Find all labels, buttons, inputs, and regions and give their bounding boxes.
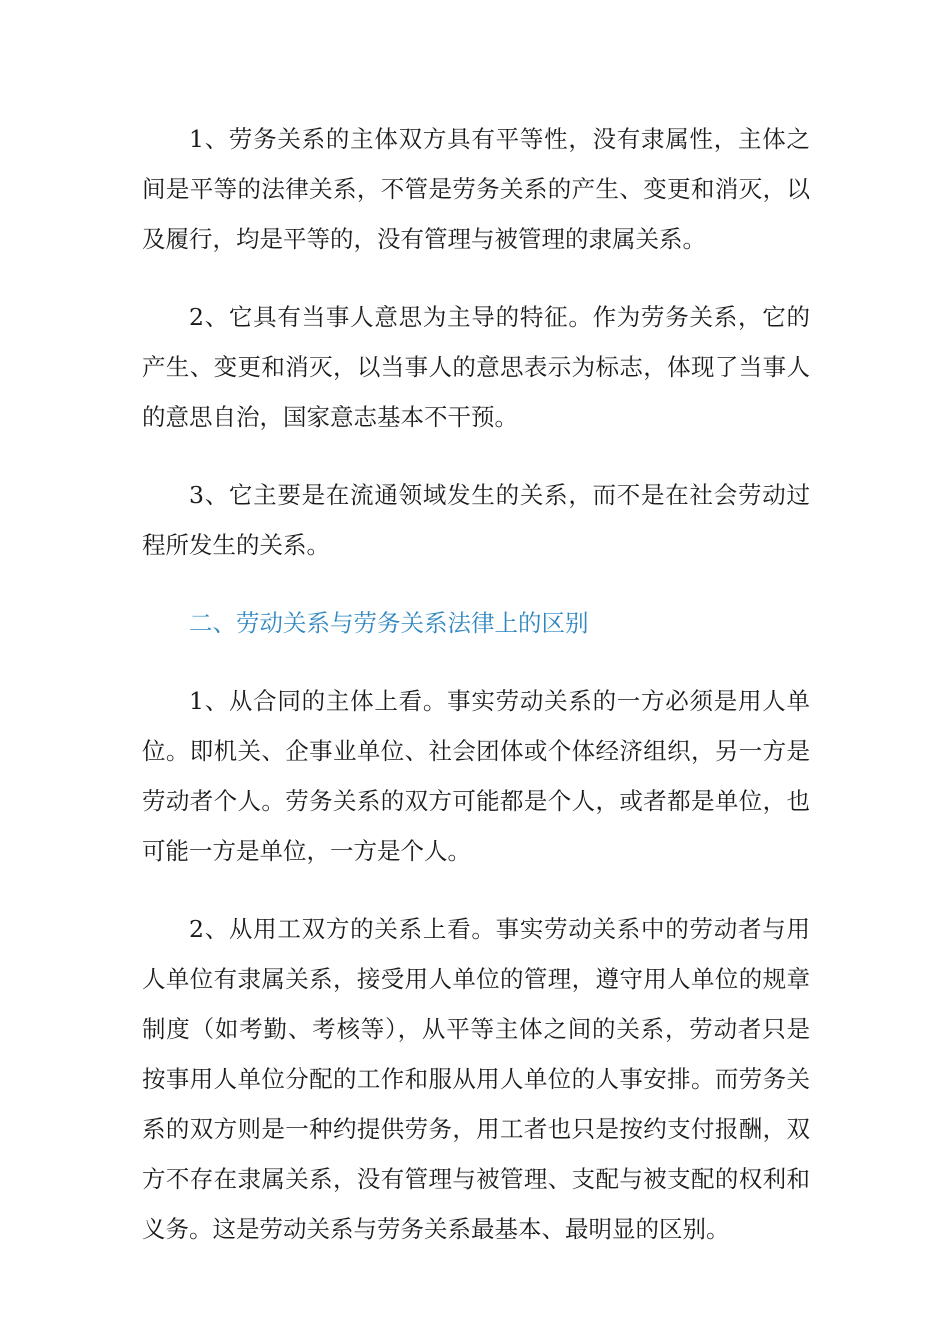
paragraph-gap: [142, 648, 810, 676]
document-body: [142, 114, 810, 1254]
paragraph-gap: [142, 442, 810, 470]
paragraph-gap: [142, 876, 810, 904]
paragraph-1: 1、劳务关系的主体双方具有平等性，没有隶属性，主体之间是平等的法律关系，不管是劳务关系的产生、变更和消灭，以及履行，均是平等的，没有管理与被管理的隶属关系。: [142, 125, 810, 253]
paragraph-4: 1、从合同的主体上看。事实劳动关系的一方必须是用人单位。即机关、企事业单位、社会团体或个体经济组织，另一方是劳动者个人。劳务关系的双方可能都是个人，或者都是单位，也可能一方是单位，一方是个人。: [142, 687, 810, 865]
paragraph-gap: [142, 570, 810, 598]
paragraph-5: 2、从用工双方的关系上看。事实劳动关系中的劳动者与用人单位有隶属关系，接受用人单位的管理，遵守用人单位的规章制度（如考勤、考核等），从平等主体之间的关系，劳动者只是按事用人单位分配的工作和服从用人单位的人事安排。而劳务关系的双方则是一种约提供劳务，用工者也只是按约支付报酬，双方不存在隶属关系，没有管理与被管理、支配与被支配的权利和义务。这是劳动关系与劳务关系最基本、最明显的区别。: [142, 915, 810, 1243]
section-heading: 二、劳动关系与劳务关系法律上的区别: [189, 609, 589, 637]
paragraph-2: 2、它具有当事人意思为主导的特征。作为劳务关系，它的产生、变更和消灭，以当事人的意思表示为标志，体现了当事人的意思自治，国家意志基本不干预。: [142, 303, 810, 431]
paragraph-gap: [142, 264, 810, 292]
paragraph-3: 3、它主要是在流通领域发生的关系，而不是在社会劳动过程所发生的关系。: [142, 481, 810, 559]
